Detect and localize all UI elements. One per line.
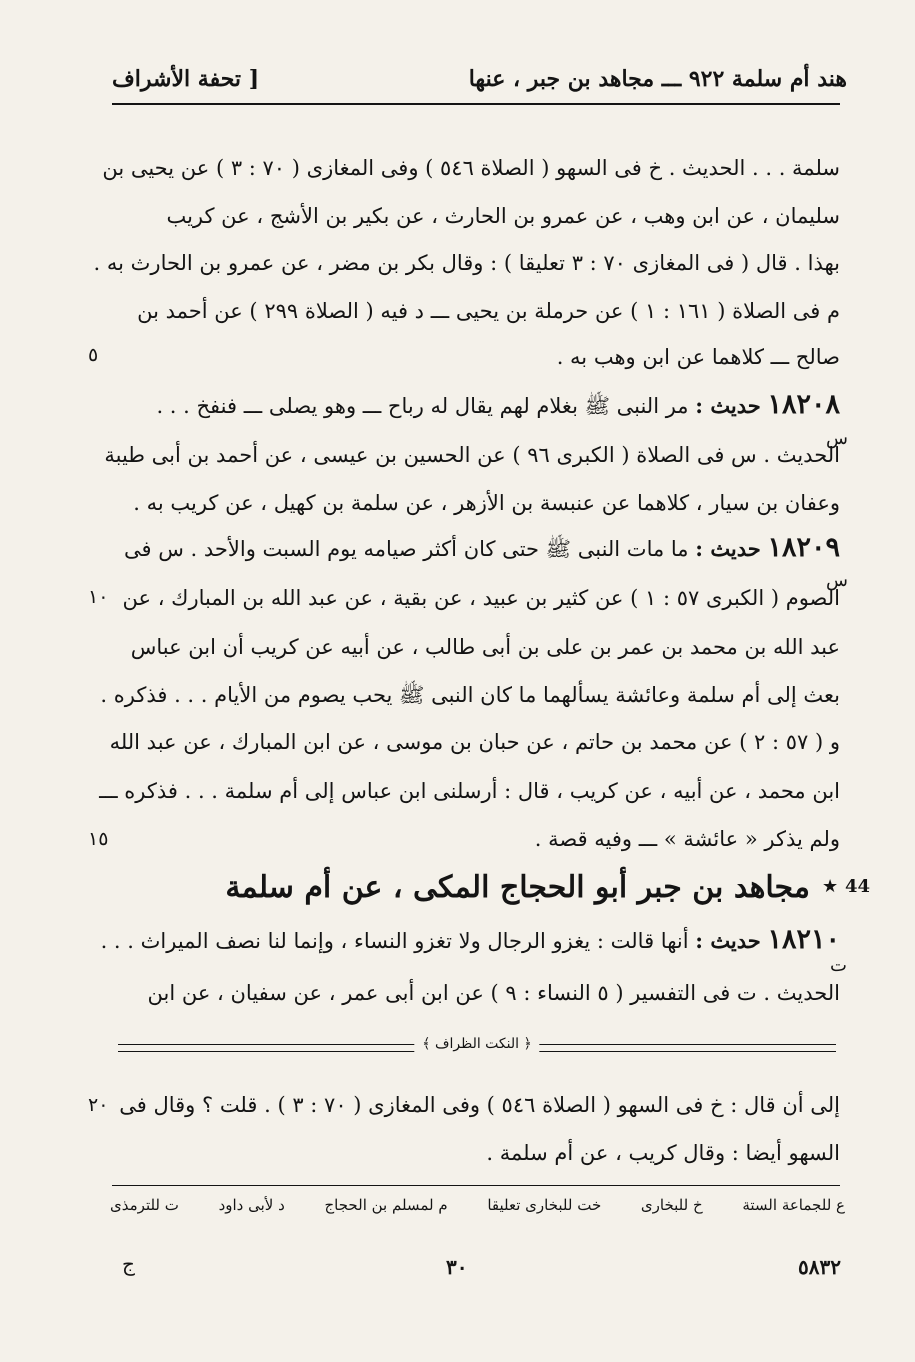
hadith-entry-18210 [101,925,840,956]
notes-divider [118,1036,836,1056]
abbreviation: د لأبى داود [218,1196,285,1214]
entry-number: ١٨٢١٠ [767,924,840,955]
entry-label: حديث : [695,536,761,561]
line-number-10: ١٠ [88,586,109,608]
book-marker: س [826,570,848,591]
abbreviation: ع للجماعة الستة [742,1196,845,1214]
line-number-5: ٥ [88,344,99,366]
section-title: مجاهد بن جبر أبو الحجاج المكى ، عن أم سلمة [225,870,810,905]
text-line: وعفان بن سيار ، كلاهما عن عنبسة بن الأزهر ، عن سلمة بن كهيل ، عن كريب به . [133,491,840,515]
text-line: بعث إلى أم سلمة وعائشة يسألهما ما كان النبى ﷺ يحب يصوم من الأيام . . . فذكره . [100,683,840,707]
entry-text: أنها قالت : يغزو الرجال ولا تغزو النساء ، وإنما لنا نصف الميراث . . . [100,929,689,953]
abbreviation: ت للترمذى [110,1196,179,1214]
text-line: ابن محمد ، عن أبيه ، عن كريب ، قال : أرسلنى ابن عباس إلى أم سلمة . . . فذكره ـــ [99,779,840,803]
hadith-entry-18209 [124,533,840,564]
divider-label: ﴿ النكت الظراف ﴾ [414,1036,539,1052]
text-line: م فى الصلاة ( ١٦١ : ١ ) عن حرملة بن يحيى ـــ د فيه ( الصلاة ٢٩٩ ) عن أحمد بن [137,299,840,323]
abbreviation: خت للبخارى تعليقا [487,1196,602,1214]
entry-label: حديث : [695,928,761,953]
note-line: السهو أيضا : وقال كريب ، عن أم سلمة . [486,1141,840,1165]
text-line: صالح ـــ كلاهما عن ابن وهب به . [556,345,840,369]
note-line: إلى أن قال : خ فى السهو ( الصلاة ٥٤٦ ) وفى المغازى ( ٧٠ : ٣ ) . قلت ؟ وقال فى [119,1093,840,1117]
entry-number: ١٨٢٠٨ [767,389,840,420]
entry-number: ١٨٢٠٩ [767,532,840,563]
abbreviation: خ للبخارى [640,1196,703,1214]
text-line: و ( ٥٧ : ٢ ) عن محمد بن حاتم ، عن حبان بن موسى ، عن ابن المبارك ، عن عبد الله [109,730,840,754]
abbreviation-key [110,1196,845,1214]
hadith-entry-18208 [156,390,840,421]
text-line: الصوم ( الكبرى ٥٧ : ١ ) عن كثير بن عبيد ، عن بقية ، عن عبد الله بن المبارك ، عن [122,586,840,610]
footer-rule [112,1185,840,1186]
book-marker: س [826,428,848,449]
text-line: سليمان ، عن ابن وهب ، عن عمرو بن الحارث ، عن بكير بن الأشج ، عن كريب [166,204,840,228]
running-header-left: [ تحفة الأشراف [112,66,260,92]
line-number-15: ١٥ [88,828,109,850]
text-line: الحديث . ت فى التفسير ( ٥ النساء : ٩ ) عن ابن أبى عمر ، عن سفيان ، عن ابن [147,981,840,1005]
text-line: ولم يذكر « عائشة » ـــ وفيه قصة . [534,827,840,851]
section-number: 44 [845,876,871,897]
book-marker: ت [830,955,847,976]
running-header-right: هند أم سلمة ٩٢٢ ـــ مجاهد بن جبر ، عنها [468,66,847,92]
line-number-20: ٢٠ [88,1094,109,1116]
text-line: الحديث . س فى الصلاة ( الكبرى ٩٦ ) عن الحسين بن عيسى ، عن أحمد بن أبى طيبة [104,443,840,467]
signature-mark: ج [122,1252,135,1276]
page-number: ٣٠ [446,1255,468,1279]
entry-text: ما مات النبى ﷺ حتى كان أكثر صيامه يوم السبت والأحد . س فى [124,537,689,561]
text-line: سلمة . . . الحديث . خ فى السهو ( الصلاة ٥٤٦ ) وفى المغازى ( ٧٠ : ٣ ) عن يحيى بن [102,156,840,180]
entry-text: مر النبى ﷺ بغلام لهم يقال له رباح ـــ وهو يصلى ـــ فنفخ . . . [156,394,689,418]
text-line: عبد الله بن محمد بن عمر بن على بن أبى طالب ، عن أبيه عن كريب أن ابن عباس [130,635,840,659]
header-rule [112,103,840,105]
page-code: ٥٨٣٢ [798,1255,841,1279]
abbreviation: م لمسلم بن الحجاج [324,1196,448,1214]
star-icon: ★ [822,876,839,897]
text-line: بهذا . قال ( فى المغازى ٧٠ : ٣ تعليقا ) : وقال بكر بن مضر ، عن عمرو بن الحارث به . [93,251,840,275]
entry-label: حديث : [695,393,761,418]
